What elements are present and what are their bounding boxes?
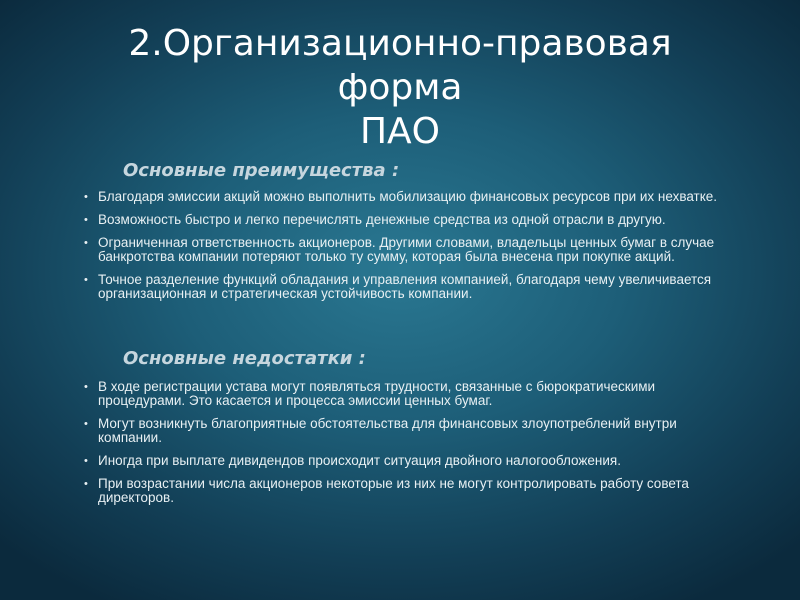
advantage-text-2: Возможность быстро и легко перечислять денежные средства из одной отрасли в другую. [98, 212, 666, 227]
advantage-text-3: Ограниченная ответственность акционеров. Другими словами, владельцы ценных бумаг в случае банкротства компании потеряют только ту сумму, которая была внесена при покупке акций. [98, 235, 715, 264]
list-item [84, 417, 744, 445]
list-item [84, 380, 744, 408]
list-item [84, 236, 744, 264]
list-item [84, 273, 744, 301]
bullet-icon: • [84, 191, 88, 203]
bullet-icon: • [84, 478, 88, 490]
list-item [84, 454, 744, 468]
list-item [84, 190, 744, 204]
disadvantages-heading: Основные недостатки : [123, 348, 366, 369]
bullet-icon: • [84, 237, 88, 249]
advantage-text-1: Благодаря эмиссии акций можно выполнить мобилизацию финансовых ресурсов при их нехватке. [98, 189, 718, 204]
list-item [84, 213, 744, 227]
bullet-icon: • [84, 214, 88, 226]
disadvantage-text-1: В ходе регистрации устава могут появляться трудности, связанные с бюрократическими процедурами. Это касается и процесса эмиссии ценных бумаг. [98, 379, 656, 408]
advantages-heading: Основные преимущества : [123, 160, 400, 181]
disadvantages-list [84, 380, 744, 514]
bullet-icon: • [84, 381, 88, 393]
disadvantage-text-3: Иногда при выплате дивидендов происходит ситуация двойного налогообложения. [98, 453, 621, 468]
slide-title [0, 22, 800, 154]
advantages-list [84, 190, 744, 310]
disadvantage-text-2: Могут возникнуть благоприятные обстоятельства для финансовых злоупотреблений внутри компании. [98, 416, 677, 445]
advantage-text-4: Точное разделение функций обладания и управления компанией, благодаря чему увеличивается организационная и стратегическая устойчивость компании. [98, 272, 712, 301]
title-line-1: 2.Организационно-правовая [128, 23, 672, 64]
title-line-2: форма [337, 67, 463, 108]
title-line-3: ПАО [359, 111, 441, 152]
bullet-icon: • [84, 455, 88, 467]
list-item [84, 477, 744, 505]
bullet-icon: • [84, 274, 88, 286]
disadvantage-text-4: При возрастании числа акционеров некоторые из них не могут контролировать работу совета директоров. [98, 476, 689, 505]
bullet-icon: • [84, 418, 88, 430]
